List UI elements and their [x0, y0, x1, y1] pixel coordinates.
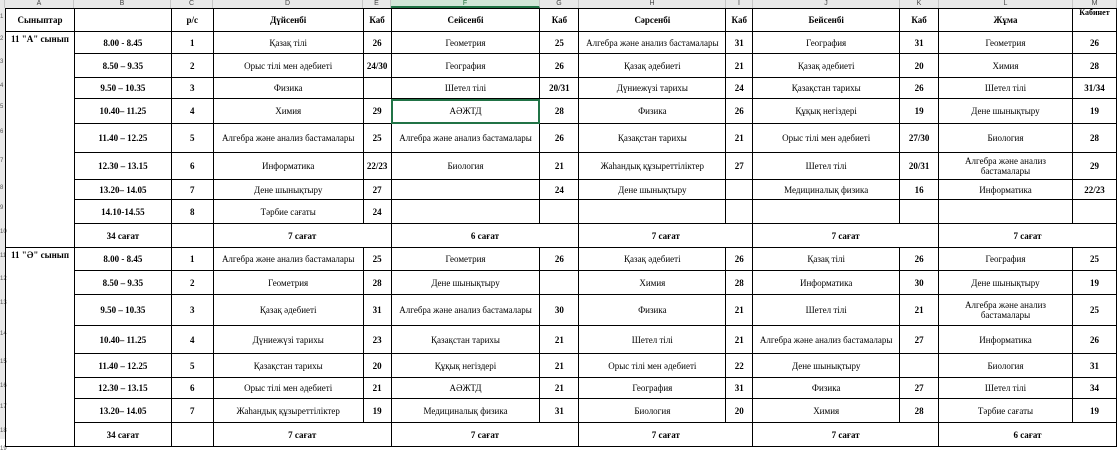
wednesday-subject[interactable]: Жаһандық құзыреттіліктер [579, 153, 726, 180]
tuesday-subject[interactable]: АӘЖТД [391, 99, 540, 124]
monday-room[interactable]: 25 [363, 124, 391, 153]
num-cell[interactable]: 2 [171, 271, 213, 295]
thursday-room[interactable]: 26 [900, 248, 939, 271]
row-number[interactable]: 9 [0, 205, 4, 211]
tuesday-total[interactable]: 7 сағат [391, 423, 579, 447]
lesson-row [6, 99, 1117, 124]
column-letter-m[interactable]: M [1073, 0, 1117, 8]
tuesday-subject[interactable]: География [391, 54, 540, 78]
friday-subject[interactable]: Алгебра және анализ бастамалары [939, 295, 1073, 326]
thursday-room[interactable]: 20 [900, 54, 939, 78]
wednesday-room[interactable]: 21 [726, 54, 753, 78]
tuesday-room[interactable]: 21 [540, 354, 579, 378]
monday-room[interactable]: 24/30 [363, 54, 391, 78]
tuesday-room[interactable]: 24 [540, 180, 579, 200]
monday-subject[interactable]: Геометрия [213, 271, 363, 295]
lesson-row [6, 78, 1117, 99]
friday-subject[interactable]: Алгебра және анализ бастамалары [939, 153, 1073, 180]
wednesday-room[interactable]: 27 [726, 153, 753, 180]
wednesday-subject[interactable]: Қазақстан тарихы [579, 124, 726, 153]
wednesday-subject[interactable]: Алгебра және анализ бастамалары [579, 32, 726, 54]
row-number[interactable]: 8 [0, 185, 4, 191]
thursday-room[interactable]: 30 [900, 271, 939, 295]
wednesday-subject[interactable] [579, 200, 726, 224]
friday-subject[interactable]: Шетел тілі [939, 78, 1073, 99]
wednesday-room[interactable]: 31 [726, 378, 753, 399]
lesson-row [6, 32, 1117, 54]
monday-subject[interactable]: Жаһандық құзыреттіліктер [213, 399, 363, 423]
header-time[interactable] [74, 9, 171, 32]
wednesday-room[interactable]: 21 [726, 326, 753, 354]
num-cell[interactable]: 1 [171, 248, 213, 271]
friday-subject[interactable]: Геометрия [939, 32, 1073, 54]
lesson-row [6, 153, 1117, 180]
monday-room[interactable]: 23 [363, 326, 391, 354]
num-cell[interactable]: 1 [171, 32, 213, 54]
monday-subject[interactable]: Қазақстан тарихы [213, 354, 363, 378]
time-cell[interactable]: 10.40– 11.25 [74, 99, 171, 124]
wednesday-total[interactable]: 7 сағат [579, 224, 753, 248]
column-letter-c[interactable]: C [171, 0, 213, 8]
tuesday-room[interactable]: 21 [540, 326, 579, 354]
lesson-row [6, 124, 1117, 153]
monday-room[interactable]: 27 [363, 180, 391, 200]
friday-room[interactable]: 26 [1072, 326, 1116, 354]
thursday-room[interactable]: 26 [900, 78, 939, 99]
num-cell[interactable]: 3 [171, 78, 213, 99]
row-number[interactable]: 2 [0, 36, 4, 42]
monday-room[interactable] [363, 78, 391, 99]
tuesday-room[interactable]: 28 [540, 99, 579, 124]
num-cell[interactable]: 3 [171, 295, 213, 326]
friday-subject[interactable]: Дене шынықтыру [939, 99, 1073, 124]
row-number[interactable]: 14 [0, 331, 7, 337]
header-monday[interactable]: Дүйсенбі [213, 9, 363, 32]
empty-cell[interactable] [171, 423, 213, 447]
timetable-grid [5, 8, 1117, 447]
tuesday-room[interactable]: 20/31 [540, 78, 579, 99]
tuesday-room[interactable]: 26 [540, 54, 579, 78]
thursday-room[interactable]: 31 [900, 32, 939, 54]
wednesday-subject[interactable]: Физика [579, 295, 726, 326]
thursday-room[interactable]: 16 [900, 180, 939, 200]
monday-total[interactable]: 7 сағат [213, 423, 391, 447]
monday-room[interactable]: 28 [363, 271, 391, 295]
thursday-subject[interactable]: Қазақ әдебиеті [753, 54, 900, 78]
thursday-subject[interactable]: Қазақ тілі [753, 248, 900, 271]
thursday-room[interactable]: 19 [900, 99, 939, 124]
monday-subject[interactable]: Химия [213, 99, 363, 124]
friday-subject[interactable] [939, 200, 1073, 224]
wednesday-subject[interactable]: Дене шынықтыру [579, 180, 726, 200]
thursday-subject[interactable]: Алгебра және анализ бастамалары [753, 326, 900, 354]
friday-room[interactable]: 28 [1072, 124, 1116, 153]
monday-room[interactable]: 20 [363, 354, 391, 378]
thursday-subject[interactable]: Физика [753, 378, 900, 399]
column-letter-l[interactable]: L [939, 0, 1073, 8]
lesson-row [6, 200, 1117, 224]
monday-room[interactable]: 24 [363, 200, 391, 224]
time-cell[interactable]: 12.30 – 13.15 [74, 153, 171, 180]
wednesday-subject[interactable]: Дүниежүзі тарихы [579, 78, 726, 99]
time-cell[interactable]: 8.50 – 9.35 [74, 271, 171, 295]
monday-room[interactable]: 21 [363, 378, 391, 399]
header-num[interactable]: р/с [171, 9, 213, 32]
monday-room[interactable]: 26 [363, 32, 391, 54]
header-row [6, 9, 1117, 32]
friday-subject[interactable]: Химия [939, 54, 1073, 78]
friday-subject[interactable]: Информатика [939, 180, 1073, 200]
thursday-subject[interactable]: География [753, 32, 900, 54]
friday-subject[interactable]: География [939, 248, 1073, 271]
tuesday-room[interactable] [540, 200, 579, 224]
wednesday-subject[interactable]: Орыс тілі мен әдебиеті [579, 354, 726, 378]
wednesday-subject[interactable]: Қазақ әдебиеті [579, 248, 726, 271]
column-letter-j[interactable]: J [753, 0, 900, 8]
row-number[interactable]: 5 [0, 104, 4, 110]
monday-total[interactable]: 7 сағат [213, 224, 391, 248]
tuesday-subject[interactable]: Шетел тілі [391, 78, 540, 99]
time-cell[interactable]: 8.00 - 8.45 [74, 32, 171, 54]
time-cell[interactable]: 14.10-14.55 [74, 200, 171, 224]
thursday-room[interactable]: 21 [900, 295, 939, 326]
tuesday-room[interactable]: 26 [540, 124, 579, 153]
thursday-subject[interactable]: Шетел тілі [753, 153, 900, 180]
header-room-wed[interactable]: Каб [726, 9, 753, 32]
thursday-room[interactable]: 27/30 [900, 124, 939, 153]
num-cell[interactable]: 7 [171, 180, 213, 200]
thursday-total[interactable]: 7 сағат [753, 423, 939, 447]
row-number[interactable]: 4 [0, 83, 4, 89]
num-cell[interactable]: 4 [171, 99, 213, 124]
row-number[interactable]: 6 [0, 129, 4, 135]
friday-room[interactable]: 26 [1072, 32, 1116, 54]
wednesday-total[interactable]: 7 сағат [579, 423, 753, 447]
lesson-row [6, 399, 1117, 423]
monday-subject[interactable]: Қазақ әдебиеті [213, 295, 363, 326]
lesson-row [6, 180, 1117, 200]
wednesday-subject[interactable]: Қазақ әдебиеті [579, 54, 726, 78]
tuesday-subject[interactable]: Геометрия [391, 32, 540, 54]
header-thursday[interactable]: Бейсенбі [753, 9, 900, 32]
row-number[interactable]: 10 [0, 229, 7, 235]
thursday-subject[interactable]: Информатика [753, 271, 900, 295]
lesson-row [6, 248, 1117, 271]
thursday-subject[interactable]: Медициналық физика [753, 180, 900, 200]
monday-subject[interactable]: Дүниежүзі тарихы [213, 326, 363, 354]
thursday-total[interactable]: 7 сағат [753, 224, 939, 248]
column-letter-i[interactable]: I [726, 0, 753, 8]
lesson-row [6, 54, 1117, 78]
num-cell[interactable]: 5 [171, 124, 213, 153]
friday-room[interactable]: 31 [1072, 354, 1116, 378]
column-letter-b[interactable]: B [74, 0, 171, 8]
time-cell[interactable]: 13.20– 14.05 [74, 399, 171, 423]
lesson-row [6, 295, 1117, 326]
monday-room[interactable]: 29 [363, 99, 391, 124]
header-classes[interactable]: Сыныптар [6, 9, 75, 32]
monday-subject[interactable]: Тәрбие сағаты [213, 200, 363, 224]
time-cell[interactable]: 11.40 – 12.25 [74, 124, 171, 153]
friday-room[interactable]: 25 [1072, 248, 1116, 271]
wednesday-room[interactable]: 28 [726, 271, 753, 295]
header-room-mon[interactable]: Каб [363, 9, 391, 32]
header-friday[interactable]: Жұма [939, 9, 1073, 32]
friday-room[interactable] [1072, 200, 1116, 224]
friday-room[interactable]: 34 [1072, 378, 1116, 399]
friday-room[interactable]: 28 [1072, 54, 1116, 78]
monday-subject[interactable]: Физика [213, 78, 363, 99]
friday-room[interactable]: 29 [1072, 153, 1116, 180]
header-room-tue[interactable]: Каб [540, 9, 579, 32]
tuesday-subject[interactable]: Геометрия [391, 248, 540, 271]
friday-total[interactable]: 6 сағат [939, 423, 1117, 447]
tuesday-subject[interactable]: Биология [391, 153, 540, 180]
thursday-room[interactable]: 20/31 [900, 153, 939, 180]
monday-subject[interactable]: Орыс тілі мен әдебиеті [213, 378, 363, 399]
thursday-room[interactable] [900, 354, 939, 378]
tuesday-subject[interactable]: Қазақстан тарихы [391, 326, 540, 354]
lesson-row [6, 271, 1117, 295]
wednesday-subject[interactable]: Химия [579, 271, 726, 295]
wednesday-room[interactable]: 20 [726, 399, 753, 423]
thursday-subject[interactable]: Орыс тілі мен әдебиеті [753, 124, 900, 153]
lesson-row [6, 354, 1117, 378]
monday-room[interactable]: 31 [363, 295, 391, 326]
friday-room[interactable]: 19 [1072, 399, 1116, 423]
row-number[interactable]: 13 [0, 300, 7, 306]
header-wednesday[interactable]: Сәрсенбі [579, 9, 726, 32]
tuesday-subject[interactable] [391, 200, 540, 224]
column-letter-f[interactable]: F [391, 0, 540, 8]
monday-subject[interactable]: Алгебра және анализ бастамалары [213, 248, 363, 271]
weekly-total[interactable]: 34 сағат [74, 423, 171, 447]
totals-row [6, 423, 1117, 447]
column-letter-h[interactable]: H [579, 0, 726, 8]
monday-room[interactable]: 19 [363, 399, 391, 423]
tuesday-room[interactable]: 31 [540, 399, 579, 423]
wednesday-room[interactable] [726, 180, 753, 200]
thursday-room[interactable]: 27 [900, 326, 939, 354]
row-number[interactable]: 19 [0, 446, 7, 452]
friday-subject[interactable]: Дене шынықтыру [939, 271, 1073, 295]
wednesday-room[interactable] [726, 200, 753, 224]
row-number[interactable]: 3 [0, 59, 4, 65]
wednesday-subject[interactable]: Биология [579, 399, 726, 423]
friday-room[interactable]: 19 [1072, 99, 1116, 124]
tuesday-room[interactable]: 30 [540, 295, 579, 326]
thursday-subject[interactable] [753, 200, 900, 224]
tuesday-room[interactable]: 21 [540, 378, 579, 399]
row-number[interactable]: 1 [0, 14, 4, 20]
thursday-subject[interactable]: Химия [753, 399, 900, 423]
wednesday-room[interactable]: 22 [726, 354, 753, 378]
friday-room[interactable]: 25 [1072, 295, 1116, 326]
monday-subject[interactable]: Информатика [213, 153, 363, 180]
tuesday-subject[interactable] [391, 180, 540, 200]
tuesday-subject[interactable]: АӘЖТД [391, 378, 540, 399]
header-tuesday[interactable]: Сейсенбі [391, 9, 540, 32]
monday-subject[interactable]: Дене шынықтыру [213, 180, 363, 200]
num-cell[interactable]: 4 [171, 326, 213, 354]
tuesday-subject[interactable]: Дене шынықтыру [391, 271, 540, 295]
empty-cell[interactable] [171, 224, 213, 248]
row-number[interactable]: 12 [0, 276, 7, 282]
time-cell[interactable]: 13.20– 14.05 [74, 180, 171, 200]
row-number[interactable]: 7 [0, 158, 4, 164]
thursday-subject[interactable]: Құқық негіздері [753, 99, 900, 124]
tuesday-total[interactable]: 6 сағат [391, 224, 579, 248]
thursday-subject[interactable]: Шетел тілі [753, 295, 900, 326]
friday-total[interactable]: 7 сағат [939, 224, 1117, 248]
thursday-room[interactable]: 27 [900, 378, 939, 399]
row-number[interactable]: 17 [0, 404, 7, 410]
wednesday-subject[interactable]: Шетел тілі [579, 326, 726, 354]
row-number[interactable]: 18 [0, 428, 7, 434]
num-cell[interactable]: 6 [171, 153, 213, 180]
friday-subject[interactable]: Шетел тілі [939, 378, 1073, 399]
row-number[interactable]: 11 [0, 253, 7, 259]
num-cell[interactable]: 6 [171, 378, 213, 399]
column-letter-k[interactable]: K [900, 0, 939, 8]
wednesday-room[interactable]: 26 [726, 99, 753, 124]
friday-subject[interactable]: Биология [939, 124, 1073, 153]
totals-row [6, 224, 1117, 248]
monday-subject[interactable]: Қазақ тілі [213, 32, 363, 54]
tuesday-subject[interactable]: Медициналық физика [391, 399, 540, 423]
thursday-subject[interactable]: Қазақстан тарихы [753, 78, 900, 99]
column-letter-g[interactable]: G [540, 0, 579, 8]
friday-room[interactable]: 22/23 [1072, 180, 1116, 200]
column-letter-d[interactable]: D [213, 0, 363, 8]
tuesday-room[interactable]: 26 [540, 248, 579, 271]
thursday-room[interactable] [900, 200, 939, 224]
row-number[interactable]: 15 [0, 359, 7, 365]
tuesday-room[interactable]: 21 [540, 153, 579, 180]
tuesday-room[interactable]: 25 [540, 32, 579, 54]
num-cell[interactable]: 5 [171, 354, 213, 378]
column-letter-e[interactable]: E [363, 0, 391, 8]
friday-room[interactable]: 31/34 [1072, 78, 1116, 99]
wednesday-room[interactable]: 26 [726, 248, 753, 271]
monday-room[interactable]: 25 [363, 248, 391, 271]
class-name-cell[interactable]: 11 "Ә" сынып [6, 248, 75, 447]
wednesday-subject[interactable]: География [579, 378, 726, 399]
friday-subject[interactable]: Информатика [939, 326, 1073, 354]
num-cell[interactable]: 8 [171, 200, 213, 224]
monday-room[interactable]: 22/23 [363, 153, 391, 180]
header-room-fri[interactable]: Кабинет [1072, 9, 1116, 32]
time-cell[interactable]: 9.50 – 10.35 [74, 295, 171, 326]
lesson-row [6, 326, 1117, 354]
column-letter-a[interactable]: A [5, 0, 74, 8]
time-cell[interactable]: 8.00 - 8.45 [74, 248, 171, 271]
friday-room[interactable]: 19 [1072, 271, 1116, 295]
time-cell[interactable]: 8.50 – 9.35 [74, 54, 171, 78]
wednesday-room[interactable]: 24 [726, 78, 753, 99]
wednesday-room[interactable]: 31 [726, 32, 753, 54]
monday-subject[interactable]: Алгебра және анализ бастамалары [213, 124, 363, 153]
num-cell[interactable]: 7 [171, 399, 213, 423]
tuesday-subject[interactable]: Құқық негіздері [391, 354, 540, 378]
thursday-subject[interactable]: Дене шынықтыру [753, 354, 900, 378]
thursday-room[interactable]: 28 [900, 399, 939, 423]
row-number[interactable]: 16 [0, 383, 7, 389]
friday-subject[interactable]: Тәрбие сағаты [939, 399, 1073, 423]
friday-subject[interactable]: Биология [939, 354, 1073, 378]
time-cell[interactable]: 12.30 – 13.15 [74, 378, 171, 399]
time-cell[interactable]: 10.40– 11.25 [74, 326, 171, 354]
time-cell[interactable]: 11.40 – 12.25 [74, 354, 171, 378]
wednesday-subject[interactable]: Физика [579, 99, 726, 124]
wednesday-room[interactable]: 21 [726, 295, 753, 326]
lesson-row [6, 378, 1117, 399]
num-cell[interactable]: 2 [171, 54, 213, 78]
tuesday-subject[interactable]: Алгебра және анализ бастамалары [391, 295, 540, 326]
weekly-total[interactable]: 34 сағат [74, 224, 171, 248]
tuesday-room[interactable] [540, 271, 579, 295]
header-room-thu[interactable]: Каб [900, 9, 939, 32]
monday-subject[interactable]: Орыс тілі мен әдебиеті [213, 54, 363, 78]
tuesday-subject[interactable]: Алгебра және анализ бастамалары [391, 124, 540, 153]
time-cell[interactable]: 9.50 – 10.35 [74, 78, 171, 99]
wednesday-room[interactable]: 21 [726, 124, 753, 153]
class-name-cell[interactable]: 11 "А" сынып [6, 32, 75, 248]
